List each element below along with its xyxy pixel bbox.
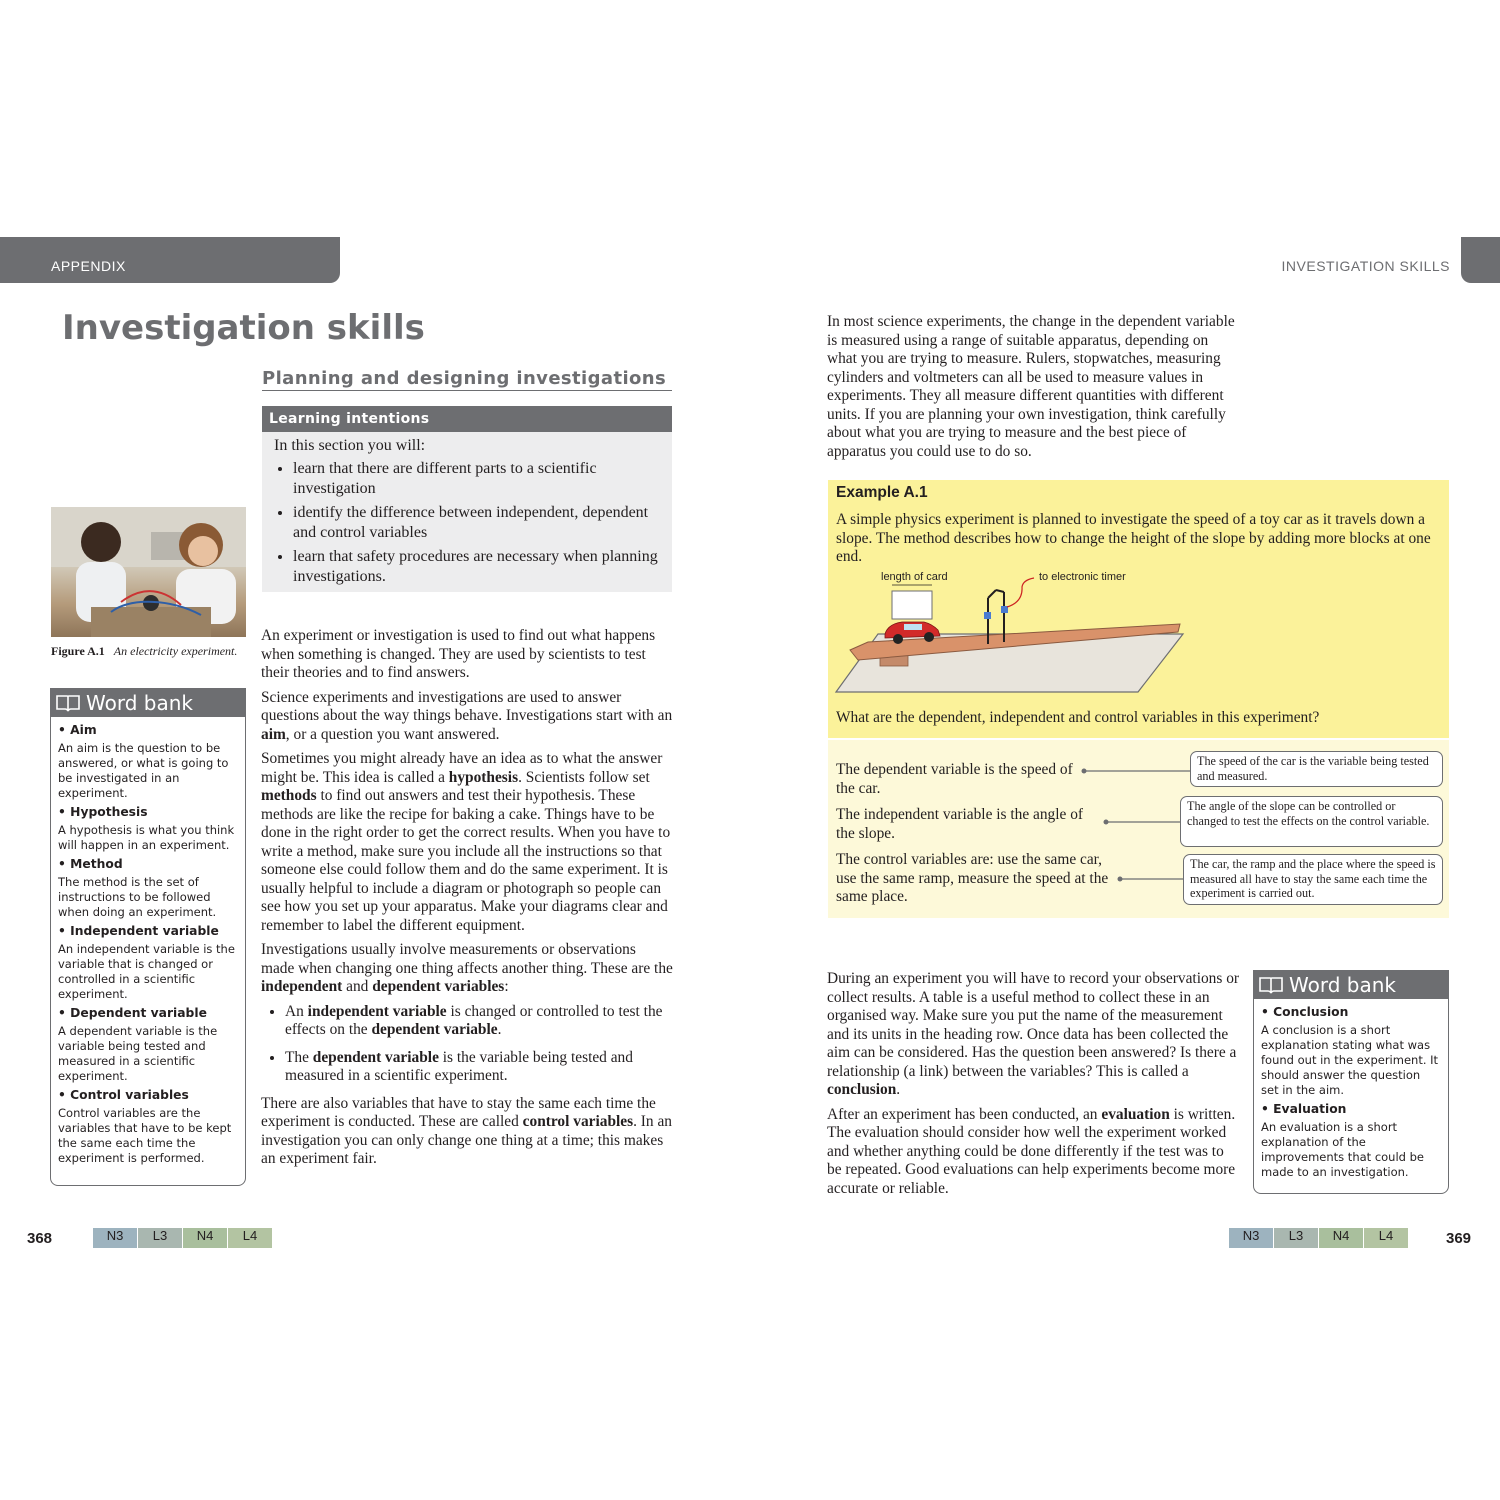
level-tag: L3	[1274, 1228, 1319, 1248]
answer-dependent: The dependent variable is the speed of the car.	[836, 761, 1073, 797]
level-tag: N4	[183, 1228, 228, 1248]
right-column-top-text	[827, 313, 1239, 467]
level-tag: L3	[138, 1228, 183, 1248]
word-bank-left-heading: Word bank	[86, 691, 193, 715]
word-bank-term: • Conclusion	[1261, 1005, 1349, 1019]
learning-intention-item: • learn that safety procedures are necessary when planning investigations.	[293, 547, 672, 587]
header-section-label: INVESTIGATION SKILLS	[1281, 258, 1450, 274]
list-item: • An independent variable is changed or controlled to test the effects on the dependent variable.	[285, 1003, 673, 1040]
paragraph: In most science experiments, the change in the dependent variable is measured using a range of suitable apparatus, depending on what you are trying to measure. Rulers, stopwatches, measuring cylinders and voltmeters can all be used to measure values in experiments. They all measure different quantities with different units. If you are planning your own investigation, think carefully about what you are trying to measure and the best piece of apparatus you could use to do so.	[827, 313, 1235, 460]
word-bank-term: • Independent variable	[58, 924, 219, 938]
word-bank-definition: An aim is the question to be answered, or what is going to be investigated in an experiment.	[58, 741, 229, 800]
callout-independent: The angle of the slope can be controlled or changed to test the effects on the control variable.	[1180, 796, 1443, 847]
paragraph: After an experiment has been conducted, an evaluation is written. The evaluation should consider how well the experiment worked and whether anything could be done differently if the test was to be repeated. Good evaluations can help experiments become more accurate or reliable.	[827, 1105, 1236, 1197]
learning-intention-item: • identify the difference between independent, dependent and control variables	[293, 503, 672, 543]
page-number-left: 368	[27, 1230, 53, 1247]
chapter-title: Investigation skills	[62, 308, 425, 348]
word-bank-definition: An independent variable is the variable that is changed or controlled in a scientific experiment.	[58, 942, 235, 1001]
list-item: • The dependent variable is the variable being tested and measured in a scientific experiment.	[285, 1049, 673, 1086]
learning-intention-item: • learn that there are different parts to a scientific investigation	[293, 459, 672, 499]
word-bank-term: • Method	[58, 857, 123, 871]
word-bank-term: • Aim	[58, 723, 97, 737]
learning-intentions-box	[262, 406, 672, 592]
level-tags-right	[1229, 1228, 1409, 1248]
paragraph: There are also variables that have to stay the same each time the experiment is conducted. These are called control variables. In an investigation you can only change one thing at a time; this makes an experiment fair.	[261, 1094, 672, 1167]
word-bank-definition: An evaluation is a short explanation of the improvements that could be made to an investigation.	[1261, 1120, 1424, 1179]
figure-label: Figure A.1	[51, 644, 105, 658]
word-bank-definition: The method is the set of instructions to be followed when doing an experiment.	[58, 875, 217, 919]
paragraph: Investigations usually involve measurements or observations made when changing one thing affects another thing. These are the independent and dependent variables:	[261, 941, 673, 995]
electricity-experiment-photo	[51, 507, 246, 637]
word-bank-term: • Hypothesis	[58, 805, 148, 819]
word-bank-definition: A hypothesis is what you think will happen in an experiment.	[58, 823, 235, 852]
book-icon	[55, 693, 81, 713]
header-appendix-label: APPENDIX	[51, 258, 126, 274]
callout-control: The car, the ramp and the place where the speed is measured all have to stay the same each time the experiment is carried out.	[1183, 854, 1443, 905]
right-column-bottom-text	[827, 970, 1239, 1204]
figure-caption	[51, 644, 246, 659]
answer-box	[828, 740, 1449, 918]
header-tab-right	[1461, 237, 1500, 283]
level-tag: L4	[1364, 1228, 1409, 1248]
level-tag: L4	[228, 1228, 273, 1248]
callout-dependent: The speed of the car is the variable being tested and measured.	[1190, 751, 1443, 787]
paragraph: Sometimes you might already have an idea as to what the answer might be. This idea is called a hypothesis. Scientists follow set methods to find out answers and test their hypothesis. These methods are like the recipe for baking a cake. Things have to be done in the right order to get the correct results. When you have to write a method, make sure you include all the instructions so that someone else could follow them and do the same experiment. It is usually helpful to include a diagram or photograph so people can see how you set up your apparatus. Make your diagrams clear and remember to label the different equipment.	[261, 750, 671, 934]
word-bank-definition: A dependent variable is the variable being tested and measured in a scientific experiment.	[58, 1024, 218, 1083]
word-bank-right	[1253, 970, 1449, 1194]
word-bank-term: • Evaluation	[1261, 1102, 1347, 1116]
level-tag: N3	[93, 1228, 138, 1248]
example-box	[828, 480, 1449, 738]
word-bank-term: • Dependent variable	[58, 1006, 207, 1020]
electronic-timer-label: to electronic timer	[1039, 572, 1126, 583]
example-title: Example A.1	[836, 484, 928, 501]
word-bank-left	[50, 688, 246, 1186]
learning-intentions-heading: Learning intentions	[262, 406, 672, 432]
length-of-card-label: length of card	[881, 572, 948, 583]
word-bank-left-header	[51, 689, 245, 717]
level-tag: N4	[1319, 1228, 1364, 1248]
section-title: Planning and designing investigations	[262, 368, 672, 391]
header-tab-left	[0, 237, 340, 283]
variables-list	[261, 1003, 673, 1086]
word-bank-right-header	[1254, 971, 1448, 999]
answer-independent: The independent variable is the angle of the slope.	[836, 806, 1084, 842]
book-icon	[1258, 975, 1284, 995]
ramp-diagram	[828, 572, 1449, 702]
paragraph: An experiment or investigation is used to find out what happens when something is changed. They are used by scientists to test their theories and to find answers.	[261, 627, 656, 681]
middle-column-text	[261, 627, 673, 1175]
answer-control: The control variables are: use the same car, use the same ramp, measure the speed at the same place.	[836, 851, 1109, 905]
learning-intentions-list	[262, 459, 672, 587]
example-question: What are the dependent, independent and control variables in this experiment?	[836, 709, 1320, 726]
paragraph: During an experiment you will have to record your observations or collect results. A table is a useful method to collect these in an organised way. Make sure you put the name of the measurement and its units in the heading row. Once data has been collected the aim can be considered. Has the question been answered? Is there a relationship (a link) between the variables? This is called a conclusion.	[827, 970, 1240, 1098]
learning-intentions-intro: In this section you will:	[274, 437, 426, 454]
paragraph: Science experiments and investigations are used to answer questions about the way things behave. Investigations start with an aim, or a question you want answered.	[261, 688, 673, 743]
word-bank-definition: A conclusion is a short explanation stating what was found out in the experiment. It should answer the question set in the aim.	[1261, 1023, 1439, 1097]
word-bank-term: • Control variables	[58, 1088, 189, 1102]
word-bank-definition: Control variables are the variables that have to be kept the same each time the experiment is performed.	[58, 1106, 232, 1165]
level-tag: N3	[1229, 1228, 1274, 1248]
figure-caption-text: An electricity experiment.	[113, 644, 238, 658]
page-number-right: 369	[1446, 1230, 1472, 1247]
example-text: A simple physics experiment is planned to investigate the speed of a toy car as it travels down a slope. The method describes how to change the height of the slope by adding more blocks at one end.	[836, 511, 1431, 565]
word-bank-right-heading: Word bank	[1289, 973, 1396, 997]
level-tags-left	[93, 1228, 273, 1248]
